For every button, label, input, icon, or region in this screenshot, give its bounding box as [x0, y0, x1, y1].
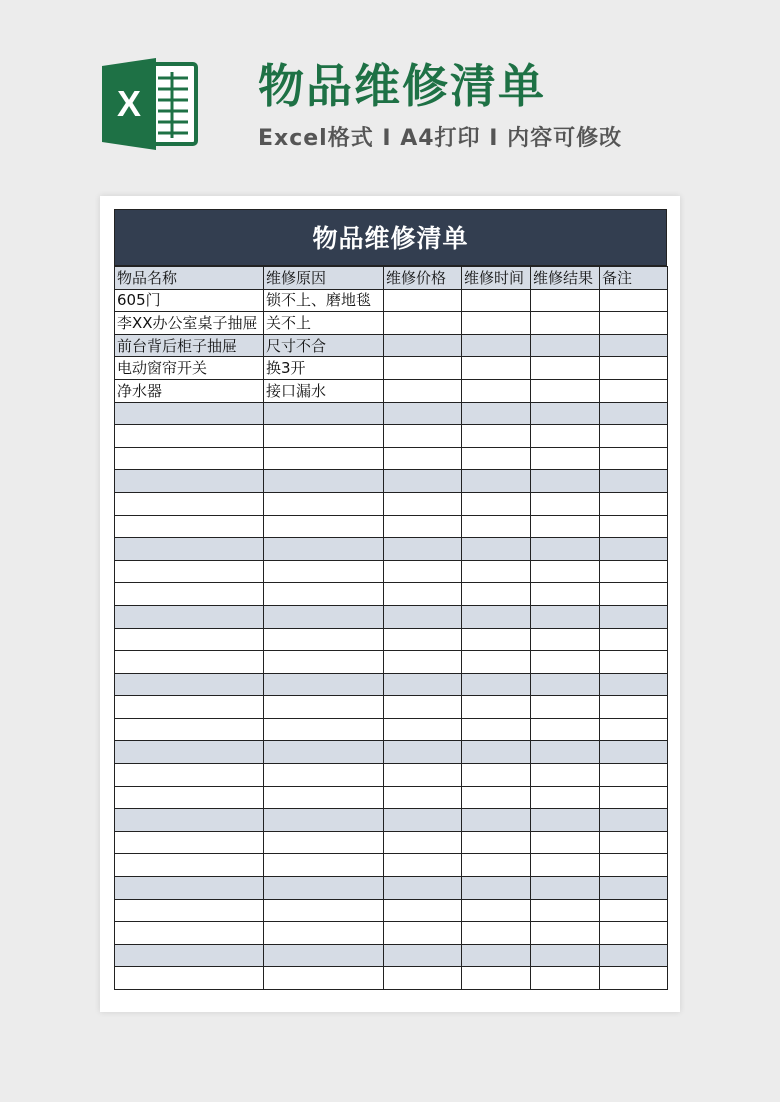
- cell-remarks[interactable]: [600, 357, 668, 380]
- cell-item-name[interactable]: [115, 402, 264, 425]
- cell-repair-price[interactable]: [384, 764, 462, 787]
- cell-item-name[interactable]: [115, 854, 264, 877]
- cell-item-name[interactable]: [115, 786, 264, 809]
- cell-item-name[interactable]: 李XX办公室桌子抽屉: [115, 312, 264, 335]
- cell-repair-result[interactable]: [531, 515, 600, 538]
- cell-item-name[interactable]: [115, 922, 264, 945]
- cell-item-name[interactable]: [115, 470, 264, 493]
- cell-repair-reason[interactable]: [264, 741, 384, 764]
- table-header-row: [115, 267, 668, 290]
- cell-repair-price[interactable]: [384, 379, 462, 402]
- cell-item-name[interactable]: [115, 651, 264, 674]
- cell-repair-price[interactable]: [384, 899, 462, 922]
- cell-repair-price[interactable]: [384, 854, 462, 877]
- cell-repair-price[interactable]: [384, 967, 462, 990]
- table-row: [115, 741, 668, 764]
- cell-remarks[interactable]: [600, 944, 668, 967]
- table-row: [115, 312, 668, 335]
- cell-repair-price[interactable]: [384, 289, 462, 312]
- cell-repair-time[interactable]: [462, 538, 531, 561]
- table-row: [115, 447, 668, 470]
- cell-remarks[interactable]: [600, 515, 668, 538]
- sheet-title: 物品维修清单: [114, 209, 667, 266]
- cell-repair-result[interactable]: [531, 560, 600, 583]
- cell-remarks[interactable]: [600, 809, 668, 832]
- cell-repair-result[interactable]: [531, 357, 600, 380]
- cell-repair-reason[interactable]: [264, 718, 384, 741]
- cell-remarks[interactable]: [600, 470, 668, 493]
- cell-item-name[interactable]: 前台背后柜子抽屉: [115, 334, 264, 357]
- cell-repair-reason[interactable]: [264, 854, 384, 877]
- cell-item-name[interactable]: [115, 447, 264, 470]
- cell-remarks[interactable]: [600, 605, 668, 628]
- cell-repair-price[interactable]: [384, 786, 462, 809]
- cell-repair-price[interactable]: [384, 741, 462, 764]
- cell-repair-result[interactable]: [531, 854, 600, 877]
- cell-item-name[interactable]: [115, 560, 264, 583]
- cell-repair-price[interactable]: [384, 718, 462, 741]
- table-row: [115, 899, 668, 922]
- cell-repair-reason[interactable]: 锁不上、磨地毯: [264, 289, 384, 312]
- cell-repair-reason[interactable]: [264, 967, 384, 990]
- cell-repair-time[interactable]: [462, 877, 531, 900]
- table-row: [115, 334, 668, 357]
- excel-logo-letter: X: [116, 83, 142, 124]
- cell-repair-reason[interactable]: [264, 425, 384, 448]
- cell-repair-result[interactable]: [531, 718, 600, 741]
- cell-item-name[interactable]: [115, 809, 264, 832]
- cell-repair-result[interactable]: [531, 831, 600, 854]
- cell-repair-price[interactable]: [384, 425, 462, 448]
- cell-repair-time[interactable]: [462, 605, 531, 628]
- cell-repair-reason[interactable]: [264, 786, 384, 809]
- cell-repair-reason[interactable]: [264, 673, 384, 696]
- cell-repair-time[interactable]: [462, 967, 531, 990]
- cell-item-name[interactable]: [115, 628, 264, 651]
- cell-repair-result[interactable]: [531, 334, 600, 357]
- cell-repair-result[interactable]: [531, 673, 600, 696]
- cell-repair-time[interactable]: [462, 312, 531, 335]
- repair-table: [114, 266, 668, 990]
- page-title: 物品维修清单: [258, 59, 546, 113]
- cell-repair-price[interactable]: [384, 334, 462, 357]
- cell-repair-time[interactable]: [462, 809, 531, 832]
- cell-repair-time[interactable]: [462, 447, 531, 470]
- cell-repair-price[interactable]: [384, 651, 462, 674]
- cell-repair-time[interactable]: [462, 515, 531, 538]
- cell-repair-price[interactable]: [384, 605, 462, 628]
- cell-item-name[interactable]: [115, 673, 264, 696]
- table-row: [115, 673, 668, 696]
- cell-repair-time[interactable]: [462, 764, 531, 787]
- table-row: [115, 425, 668, 448]
- cell-repair-result[interactable]: [531, 605, 600, 628]
- cell-repair-price[interactable]: [384, 628, 462, 651]
- cell-repair-result[interactable]: [531, 764, 600, 787]
- cell-repair-reason[interactable]: 关不上: [264, 312, 384, 335]
- cell-repair-time[interactable]: [462, 560, 531, 583]
- cell-repair-time[interactable]: [462, 831, 531, 854]
- cell-remarks[interactable]: [600, 831, 668, 854]
- cell-remarks[interactable]: [600, 696, 668, 719]
- table-row: [115, 854, 668, 877]
- page-subtitle: Excel格式 I A4打印 I 内容可修改: [258, 126, 623, 151]
- cell-repair-reason[interactable]: [264, 809, 384, 832]
- cell-item-name[interactable]: [115, 515, 264, 538]
- cell-item-name[interactable]: [115, 718, 264, 741]
- cell-item-name[interactable]: 605门: [115, 289, 264, 312]
- cell-remarks[interactable]: [600, 718, 668, 741]
- cell-repair-price[interactable]: [384, 515, 462, 538]
- cell-remarks[interactable]: [600, 764, 668, 787]
- cell-remarks[interactable]: [600, 877, 668, 900]
- cell-item-name[interactable]: [115, 944, 264, 967]
- cell-repair-result[interactable]: [531, 470, 600, 493]
- cell-repair-result[interactable]: [531, 492, 600, 515]
- cell-repair-reason[interactable]: [264, 470, 384, 493]
- cell-item-name[interactable]: [115, 764, 264, 787]
- cell-repair-time[interactable]: [462, 425, 531, 448]
- cell-repair-result[interactable]: [531, 402, 600, 425]
- cell-repair-result[interactable]: [531, 967, 600, 990]
- cell-repair-price[interactable]: [384, 944, 462, 967]
- cell-remarks[interactable]: [600, 741, 668, 764]
- excel-logo-icon: [100, 56, 200, 152]
- cell-repair-price[interactable]: [384, 673, 462, 696]
- cell-repair-time[interactable]: [462, 673, 531, 696]
- cell-remarks[interactable]: [600, 967, 668, 990]
- cell-repair-reason[interactable]: 尺寸不合: [264, 334, 384, 357]
- cell-remarks[interactable]: [600, 492, 668, 515]
- cell-item-name[interactable]: 净水器: [115, 379, 264, 402]
- cell-repair-reason[interactable]: [264, 605, 384, 628]
- cell-repair-result[interactable]: [531, 809, 600, 832]
- cell-repair-time[interactable]: [462, 899, 531, 922]
- table-row: [115, 696, 668, 719]
- cell-repair-result[interactable]: [531, 786, 600, 809]
- cell-repair-result[interactable]: [531, 696, 600, 719]
- cell-repair-time[interactable]: [462, 583, 531, 606]
- cell-item-name[interactable]: [115, 425, 264, 448]
- cell-repair-result[interactable]: [531, 447, 600, 470]
- table-row: [115, 515, 668, 538]
- table-row: [115, 470, 668, 493]
- cell-repair-time[interactable]: [462, 402, 531, 425]
- cell-repair-time[interactable]: [462, 651, 531, 674]
- cell-remarks[interactable]: [600, 312, 668, 335]
- table-row: [115, 944, 668, 967]
- cell-repair-price[interactable]: [384, 538, 462, 561]
- table-row: [115, 357, 668, 380]
- cell-repair-time[interactable]: [462, 470, 531, 493]
- cell-repair-reason[interactable]: [264, 628, 384, 651]
- cell-repair-result[interactable]: [531, 877, 600, 900]
- table-row: [115, 922, 668, 945]
- cell-repair-price[interactable]: [384, 831, 462, 854]
- cell-remarks[interactable]: [600, 673, 668, 696]
- cell-item-name[interactable]: [115, 538, 264, 561]
- cell-remarks[interactable]: [600, 334, 668, 357]
- cell-remarks[interactable]: [600, 583, 668, 606]
- table-row: [115, 492, 668, 515]
- cell-remarks[interactable]: [600, 560, 668, 583]
- table-row: [115, 809, 668, 832]
- cell-repair-time[interactable]: [462, 334, 531, 357]
- cell-repair-time[interactable]: [462, 492, 531, 515]
- cell-repair-result[interactable]: [531, 312, 600, 335]
- cell-repair-time[interactable]: [462, 741, 531, 764]
- cell-repair-time[interactable]: [462, 718, 531, 741]
- cell-repair-price[interactable]: [384, 809, 462, 832]
- cell-repair-result[interactable]: [531, 583, 600, 606]
- table-row: [115, 967, 668, 990]
- table-row: [115, 877, 668, 900]
- table-row: [115, 538, 668, 561]
- cell-repair-reason[interactable]: [264, 831, 384, 854]
- table-row: [115, 651, 668, 674]
- cell-repair-price[interactable]: [384, 583, 462, 606]
- table-row: [115, 289, 668, 312]
- column-header-repair-price: 维修价格: [384, 267, 462, 290]
- cell-repair-reason[interactable]: [264, 560, 384, 583]
- cell-repair-reason[interactable]: [264, 696, 384, 719]
- cell-repair-reason[interactable]: [264, 492, 384, 515]
- column-header-repair-reason: 维修原因: [264, 267, 384, 290]
- cell-remarks[interactable]: [600, 628, 668, 651]
- table-row: [115, 379, 668, 402]
- sheet-paper: [100, 196, 680, 1012]
- cell-item-name[interactable]: [115, 741, 264, 764]
- cell-repair-reason[interactable]: 接口漏水: [264, 379, 384, 402]
- column-header-item-name: 物品名称: [115, 267, 264, 290]
- cell-repair-price[interactable]: [384, 312, 462, 335]
- cell-repair-time[interactable]: [462, 944, 531, 967]
- cell-item-name[interactable]: [115, 831, 264, 854]
- column-header-repair-time: 维修时间: [462, 267, 531, 290]
- cell-item-name[interactable]: [115, 583, 264, 606]
- cell-repair-result[interactable]: [531, 289, 600, 312]
- cell-remarks[interactable]: [600, 922, 668, 945]
- cell-item-name[interactable]: [115, 877, 264, 900]
- cell-repair-reason[interactable]: [264, 538, 384, 561]
- cell-item-name[interactable]: [115, 696, 264, 719]
- cell-repair-result[interactable]: [531, 651, 600, 674]
- cell-repair-price[interactable]: [384, 922, 462, 945]
- cell-remarks[interactable]: [600, 402, 668, 425]
- cell-repair-price[interactable]: [384, 447, 462, 470]
- cell-remarks[interactable]: [600, 899, 668, 922]
- table-row: [115, 605, 668, 628]
- cell-repair-price[interactable]: [384, 696, 462, 719]
- cell-remarks[interactable]: [600, 651, 668, 674]
- cell-repair-reason[interactable]: [264, 899, 384, 922]
- cell-repair-reason[interactable]: 换3开: [264, 357, 384, 380]
- cell-repair-result[interactable]: [531, 628, 600, 651]
- cell-repair-price[interactable]: [384, 470, 462, 493]
- cell-remarks[interactable]: [600, 379, 668, 402]
- table-row: [115, 583, 668, 606]
- cell-repair-reason[interactable]: [264, 922, 384, 945]
- cell-repair-result[interactable]: [531, 379, 600, 402]
- cell-repair-reason[interactable]: [264, 583, 384, 606]
- cell-repair-result[interactable]: [531, 944, 600, 967]
- cell-item-name[interactable]: [115, 605, 264, 628]
- table-row: [115, 764, 668, 787]
- table-row: [115, 628, 668, 651]
- cell-repair-time[interactable]: [462, 696, 531, 719]
- cell-item-name[interactable]: 电动窗帘开关: [115, 357, 264, 380]
- cell-repair-time[interactable]: [462, 854, 531, 877]
- cell-repair-reason[interactable]: [264, 944, 384, 967]
- cell-remarks[interactable]: [600, 786, 668, 809]
- cell-repair-reason[interactable]: [264, 764, 384, 787]
- table-row: [115, 402, 668, 425]
- cell-repair-time[interactable]: [462, 357, 531, 380]
- cell-repair-reason[interactable]: [264, 402, 384, 425]
- cell-repair-reason[interactable]: [264, 447, 384, 470]
- cell-repair-result[interactable]: [531, 899, 600, 922]
- table-row: [115, 718, 668, 741]
- cell-repair-reason[interactable]: [264, 877, 384, 900]
- cell-repair-price[interactable]: [384, 402, 462, 425]
- cell-repair-time[interactable]: [462, 379, 531, 402]
- cell-repair-time[interactable]: [462, 922, 531, 945]
- cell-repair-time[interactable]: [462, 289, 531, 312]
- cell-remarks[interactable]: [600, 854, 668, 877]
- table-row: [115, 560, 668, 583]
- cell-item-name[interactable]: [115, 899, 264, 922]
- cell-repair-result[interactable]: [531, 922, 600, 945]
- cell-remarks[interactable]: [600, 447, 668, 470]
- cell-repair-price[interactable]: [384, 560, 462, 583]
- column-header-remarks: 备注: [600, 267, 668, 290]
- cell-repair-result[interactable]: [531, 741, 600, 764]
- cell-repair-price[interactable]: [384, 357, 462, 380]
- cell-repair-result[interactable]: [531, 538, 600, 561]
- cell-repair-reason[interactable]: [264, 651, 384, 674]
- cell-remarks[interactable]: [600, 538, 668, 561]
- cell-item-name[interactable]: [115, 967, 264, 990]
- table-row: [115, 786, 668, 809]
- cell-repair-reason[interactable]: [264, 515, 384, 538]
- cell-repair-result[interactable]: [531, 425, 600, 448]
- cell-repair-price[interactable]: [384, 877, 462, 900]
- cell-repair-price[interactable]: [384, 492, 462, 515]
- table-row: [115, 831, 668, 854]
- column-header-repair-result: 维修结果: [531, 267, 600, 290]
- cell-remarks[interactable]: [600, 289, 668, 312]
- cell-item-name[interactable]: [115, 492, 264, 515]
- cell-remarks[interactable]: [600, 425, 668, 448]
- cell-repair-time[interactable]: [462, 628, 531, 651]
- cell-repair-time[interactable]: [462, 786, 531, 809]
